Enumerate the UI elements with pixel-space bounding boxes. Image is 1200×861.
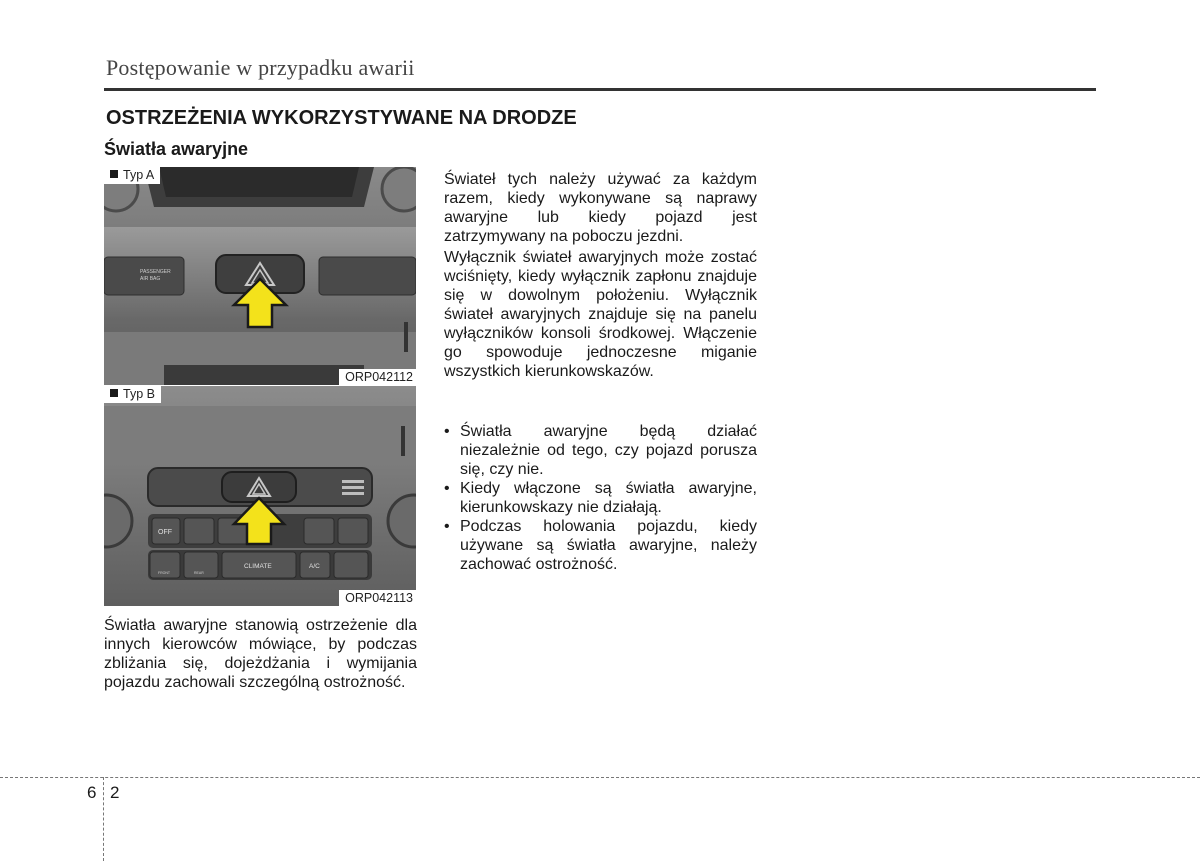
passenger-airbag-label: PASSENGER [140, 269, 171, 275]
climate-button-label: CLIMATE [244, 563, 272, 570]
off-button-label: OFF [158, 529, 172, 536]
list-item-text: Kiedy włączone są światła awaryjne, kierunkowskazy nie działają. [460, 480, 757, 516]
bullet-icon: • [444, 480, 450, 497]
figure-label [104, 167, 160, 184]
figure-type-a [104, 167, 416, 385]
chapter-number: 6 [87, 783, 97, 802]
hazard-switch-illustration-a [104, 167, 416, 385]
page-number: 2 [110, 783, 120, 802]
list-item [444, 479, 757, 517]
figure-label-text: Typ B [123, 387, 155, 401]
right-paragraph-1: Świateł tych należy używać za każdym razem, kiedy wykonywane są naprawy awaryjne lub kiedy pojazd jest zatrzymywany na poboczu jezdni. [444, 171, 757, 245]
footer-rule [0, 777, 1200, 778]
bullet-list [444, 422, 757, 574]
subsection-heading: Światła awaryjne [104, 139, 249, 159]
section-heading: OSTRZEŻENIA WYKORZYSTYWANE NA DRODZE [106, 107, 577, 129]
airbag-label: AIR BAG [140, 276, 161, 282]
footer-divider [103, 777, 104, 861]
figure-code: ORP042112 [339, 369, 416, 385]
figure-label-text: Typ A [123, 168, 155, 182]
rear-defrost-label: REAR [194, 571, 204, 575]
list-item [444, 422, 757, 479]
figure-code: ORP042113 [339, 590, 416, 606]
figure-label [104, 386, 161, 403]
hazard-switch-illustration-b [104, 386, 416, 606]
square-bullet-icon [110, 170, 118, 178]
bullet-icon: • [444, 518, 450, 535]
header-rule [104, 88, 1096, 91]
front-defrost-label: FRONT [158, 571, 171, 575]
right-paragraph-2: Wyłącznik świateł awaryjnych może zostać wciśnięty, kiedy wyłącznik zapłonu znajduje się w dowolnym położeniu. Wyłącznik świateł awaryjnych znajduje się na panelu wyłączników konsoli środkowej. Włączenie go spowoduje jednoczesne miganie wszystkich kierunkowskazów. [444, 249, 757, 380]
chapter-title: Postępowanie w przypadku awarii [106, 55, 415, 80]
list-item-text: Podczas holowania pojazdu, kiedy używane są światła awaryjne, należy zachować ostrożność. [460, 518, 757, 573]
figure-type-b [104, 386, 416, 606]
square-bullet-icon [110, 389, 118, 397]
ac-button-label: A/C [309, 563, 320, 570]
bullet-icon: • [444, 423, 450, 440]
list-item-text: Światła awaryjne będą działać niezależnie od tego, czy pojazd porusza się, czy nie. [460, 423, 757, 478]
list-item [444, 517, 757, 574]
left-paragraph: Światła awaryjne stanowią ostrzeżenie dla innych kierowców mówiące, by podczas zbliżania się, dojeżdżania i wymijania pojazdu zachowali szczególną ostrożność. [104, 617, 417, 691]
